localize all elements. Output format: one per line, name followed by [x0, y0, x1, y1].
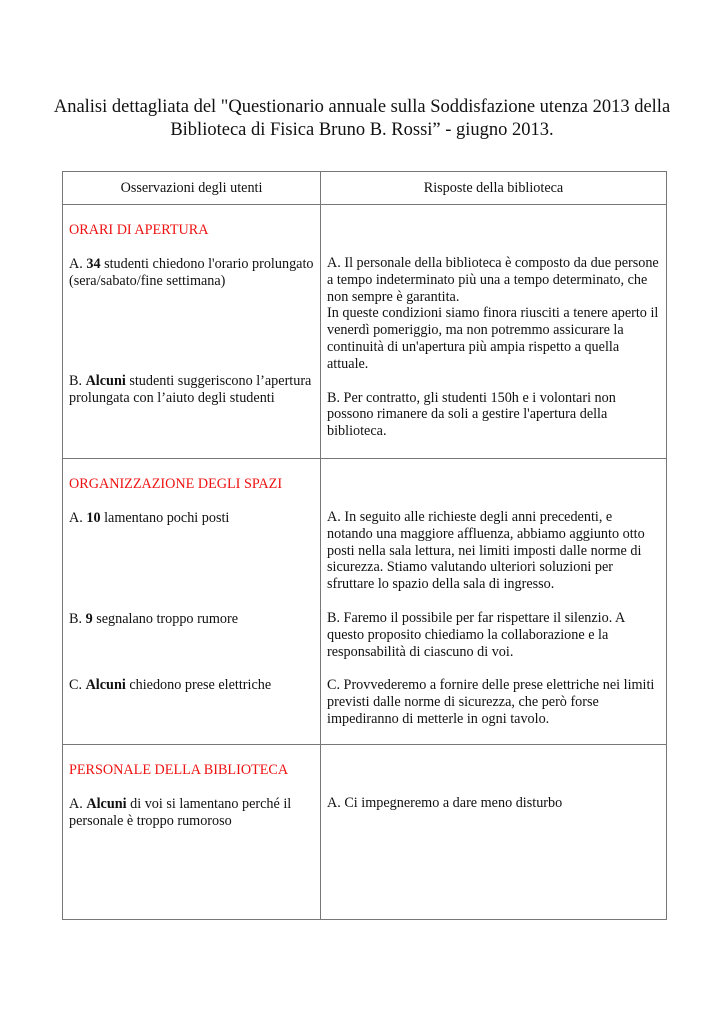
response-item: In queste condizioni siamo finora riusciti a tenere aperto il venerdì pomeriggio, ma non potremmo assicurare la continuità di un'apertura più ampia rispetto a quella attuale. [327, 305, 659, 372]
observations-cell [63, 745, 321, 920]
feedback-table [62, 171, 667, 920]
table-section-spazi [63, 459, 667, 745]
observation-item [69, 677, 314, 694]
observations-cell [63, 205, 321, 459]
item-label: A. [69, 795, 87, 812]
observation-item [69, 256, 314, 290]
item-count: Alcuni [85, 373, 126, 390]
responses-cell [321, 745, 667, 920]
section-heading: PERSONALE DELLA BIBLIOTECA [69, 762, 289, 778]
header-responses: Risposte della biblioteca [321, 172, 667, 205]
item-label: B. [69, 373, 86, 390]
table-section-orari [63, 205, 667, 459]
item-count: 9 [85, 610, 93, 627]
item-text: segnalano troppo rumore [92, 610, 239, 627]
response-item: B. Per contratto, gli studenti 150h e i volontari non possono rimanere da soli a gestire l'apertura della biblioteca. [327, 389, 616, 440]
item-count: Alcuni [85, 677, 126, 694]
item-text: studenti chiedono l'orario prolungato (sera/sabato/fine settimana) [69, 255, 314, 289]
response-item: B. Faremo il possibile per far rispettare il silenzio. A questo proposito chiediamo la collaborazione e la responsabilità di ciascuno di voi. [327, 609, 625, 660]
observation-item [69, 373, 314, 407]
table-header-row [63, 172, 667, 205]
item-text: di voi si lamentano perché il personale è troppo rumoroso [69, 795, 292, 829]
response-item: A. Ci impegneremo a dare meno disturbo [327, 795, 563, 811]
section-heading: ORGANIZZAZIONE DEGLI SPAZI [69, 476, 283, 492]
item-count: 10 [86, 509, 101, 526]
item-label: A. [69, 255, 87, 272]
title-line-2: Biblioteca di Fisica Bruno B. Rossi” - giugno 2013. [170, 120, 554, 140]
table-section-personale [63, 745, 667, 920]
item-label: C. [69, 677, 86, 694]
observation-item [69, 510, 314, 527]
page-title [40, 96, 684, 142]
item-count: Alcuni [86, 795, 127, 812]
response-item: C. Provvederemo a fornire delle prese elettriche nei limiti previsti dalle norme di sicurezza, che però forse impediranno di metterle in ogni tavolo. [327, 677, 655, 727]
header-observations: Osservazioni degli utenti [63, 172, 321, 205]
responses-cell [321, 205, 667, 459]
item-label: B. [69, 610, 86, 627]
observation-item [69, 796, 314, 830]
title-line-1: Analisi dettagliata del "Questionario annuale sulla Soddisfazione utenza 2013 della [53, 97, 671, 117]
item-text: studenti suggeriscono l’apertura prolungata con l’aiuto degli studenti [69, 373, 312, 407]
item-text: lamentano pochi posti [100, 509, 230, 526]
item-text: chiedono prese elettriche [125, 677, 272, 694]
observations-cell [63, 459, 321, 745]
observation-item [69, 611, 314, 628]
response-item: A. In seguito alle richieste degli anni precedenti, e notando una maggiore affluenza, abbiamo aggiunto otto posti nella sala lettura, nei limiti imposti dalle norme di sicurezza. Stiamo valutando ulteriori soluzioni per sfruttare lo spazio della sala di ingresso. [327, 509, 645, 593]
item-label: A. [69, 509, 87, 526]
response-item: A. Il personale della biblioteca è composto da due persone a tempo indeterminato più una a tempo determinato, che non sempre è garantita. [327, 255, 659, 305]
item-count: 34 [86, 255, 101, 272]
responses-cell [321, 459, 667, 745]
section-heading: ORARI DI APERTURA [69, 222, 209, 238]
